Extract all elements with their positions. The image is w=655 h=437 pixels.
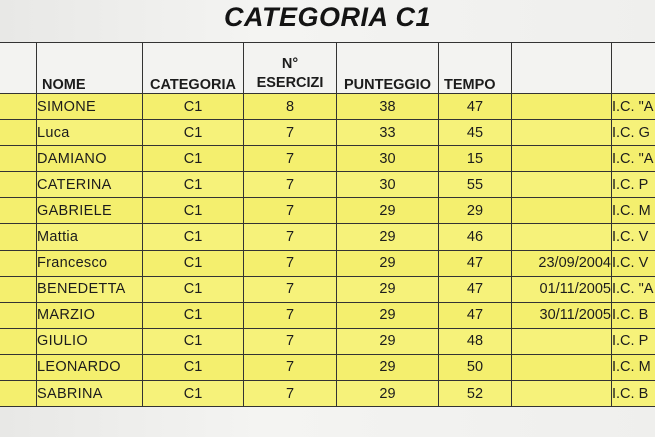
cell-punteggio: 29 [337, 381, 439, 407]
cell-tempo: 46 [439, 224, 512, 250]
cell-scuola: I.C. V [612, 250, 655, 276]
cell-nome: MARZIO [37, 302, 143, 328]
column-header-punteggio: PUNTEGGIO [337, 43, 439, 94]
edge-cell [0, 94, 37, 120]
page-title: CATEGORIA C1 [223, 2, 431, 32]
table-row [0, 328, 655, 354]
cell-nome: GABRIELE [37, 198, 143, 224]
cell-categoria: C1 [143, 328, 244, 354]
cell-nome: Luca [37, 120, 143, 146]
cell-categoria: C1 [143, 276, 244, 302]
cell-tempo: 48 [439, 328, 512, 354]
cell-data [512, 198, 612, 224]
cell-nome: GIULIO [37, 328, 143, 354]
table-row [0, 94, 655, 120]
table-row [0, 120, 655, 146]
cell-punteggio: 29 [337, 198, 439, 224]
cell-nome: DAMIANO [37, 146, 143, 172]
cell-nome: Mattia [37, 224, 143, 250]
cell-esercizi: 8 [244, 94, 337, 120]
cell-nome: Francesco [37, 250, 143, 276]
edge-cell [0, 302, 37, 328]
cell-punteggio: 29 [337, 354, 439, 380]
cell-scuola: I.C. V [612, 224, 655, 250]
edge-cell [0, 276, 37, 302]
edge-cell [0, 120, 37, 146]
cell-scuola: I.C. P [612, 328, 655, 354]
cell-tempo: 47 [439, 250, 512, 276]
cell-punteggio: 29 [337, 328, 439, 354]
cell-categoria: C1 [143, 146, 244, 172]
cell-data: 30/11/2005 [512, 302, 612, 328]
cell-tempo: 15 [439, 146, 512, 172]
cell-scuola: I.C. "A [612, 94, 655, 120]
cell-data [512, 94, 612, 120]
cell-esercizi: 7 [244, 328, 337, 354]
cell-tempo: 47 [439, 94, 512, 120]
table-row [0, 146, 655, 172]
cell-scuola: I.C. "A [612, 146, 655, 172]
cell-data: 01/11/2005 [512, 276, 612, 302]
edge-cell [0, 354, 37, 380]
cell-esercizi: 7 [244, 172, 337, 198]
cell-data [512, 381, 612, 407]
column-header-date [512, 43, 612, 94]
table-row [0, 224, 655, 250]
cell-categoria: C1 [143, 381, 244, 407]
cell-esercizi: 7 [244, 146, 337, 172]
table-row [0, 250, 655, 276]
cell-nome: LEONARDO [37, 354, 143, 380]
cell-tempo: 45 [439, 120, 512, 146]
cell-scuola: I.C. B [612, 381, 655, 407]
cell-scuola: I.C. "A [612, 276, 655, 302]
cell-punteggio: 30 [337, 172, 439, 198]
cell-esercizi: 7 [244, 250, 337, 276]
edge-cell [0, 250, 37, 276]
cell-nome: BENEDETTA [37, 276, 143, 302]
cell-data [512, 172, 612, 198]
cell-esercizi: 7 [244, 224, 337, 250]
edge-cell [0, 146, 37, 172]
cell-categoria: C1 [143, 198, 244, 224]
table-row [0, 354, 655, 380]
edge-cell [0, 172, 37, 198]
cell-categoria: C1 [143, 120, 244, 146]
cell-punteggio: 29 [337, 302, 439, 328]
cell-categoria: C1 [143, 94, 244, 120]
cell-punteggio: 29 [337, 250, 439, 276]
cell-esercizi: 7 [244, 354, 337, 380]
cell-nome: CATERINA [37, 172, 143, 198]
table-row [0, 172, 655, 198]
column-header-tempo: TEMPO [439, 43, 512, 94]
cell-categoria: C1 [143, 172, 244, 198]
table-row [0, 198, 655, 224]
cell-categoria: C1 [143, 354, 244, 380]
edge-cell [0, 381, 37, 407]
column-header-nome: NOME [37, 43, 143, 94]
cell-esercizi: 7 [244, 120, 337, 146]
cell-tempo: 55 [439, 172, 512, 198]
cell-tempo: 50 [439, 354, 512, 380]
cell-scuola: I.C. M [612, 354, 655, 380]
cell-data: 23/09/2004 [512, 250, 612, 276]
cell-scuola: I.C. M [612, 198, 655, 224]
cell-data [512, 146, 612, 172]
cell-punteggio: 30 [337, 146, 439, 172]
cell-punteggio: 38 [337, 94, 439, 120]
cell-data [512, 328, 612, 354]
cell-tempo: 29 [439, 198, 512, 224]
table-row [0, 381, 655, 407]
cell-tempo: 47 [439, 302, 512, 328]
cell-categoria: C1 [143, 302, 244, 328]
cell-punteggio: 29 [337, 276, 439, 302]
cell-data [512, 120, 612, 146]
cell-esercizi: 7 [244, 302, 337, 328]
edge-cell [0, 198, 37, 224]
cell-data [512, 354, 612, 380]
cell-tempo: 47 [439, 276, 512, 302]
edge-cell [0, 224, 37, 250]
cell-scuola: I.C. B [612, 302, 655, 328]
column-header-esercizi-line1: N° [281, 56, 299, 72]
cell-esercizi: 7 [244, 276, 337, 302]
column-header-school [612, 43, 655, 94]
column-header-categoria: CATEGORIA [143, 43, 244, 94]
cell-scuola: I.C. P [612, 172, 655, 198]
results-table [0, 42, 655, 407]
cell-categoria: C1 [143, 250, 244, 276]
cell-scuola: I.C. G [612, 120, 655, 146]
cell-punteggio: 33 [337, 120, 439, 146]
cell-esercizi: 7 [244, 381, 337, 407]
column-header-esercizi-line2: ESERCIZI [256, 75, 324, 91]
cell-nome: SABRINA [37, 381, 143, 407]
table-row [0, 302, 655, 328]
cell-categoria: C1 [143, 224, 244, 250]
column-header-esercizi [244, 43, 337, 94]
cell-esercizi: 7 [244, 198, 337, 224]
cell-tempo: 52 [439, 381, 512, 407]
header-row [0, 43, 655, 94]
cell-punteggio: 29 [337, 224, 439, 250]
edge-column-header [0, 43, 37, 94]
cell-nome: SIMONE [37, 94, 143, 120]
table-row [0, 276, 655, 302]
edge-cell [0, 328, 37, 354]
cell-data [512, 224, 612, 250]
